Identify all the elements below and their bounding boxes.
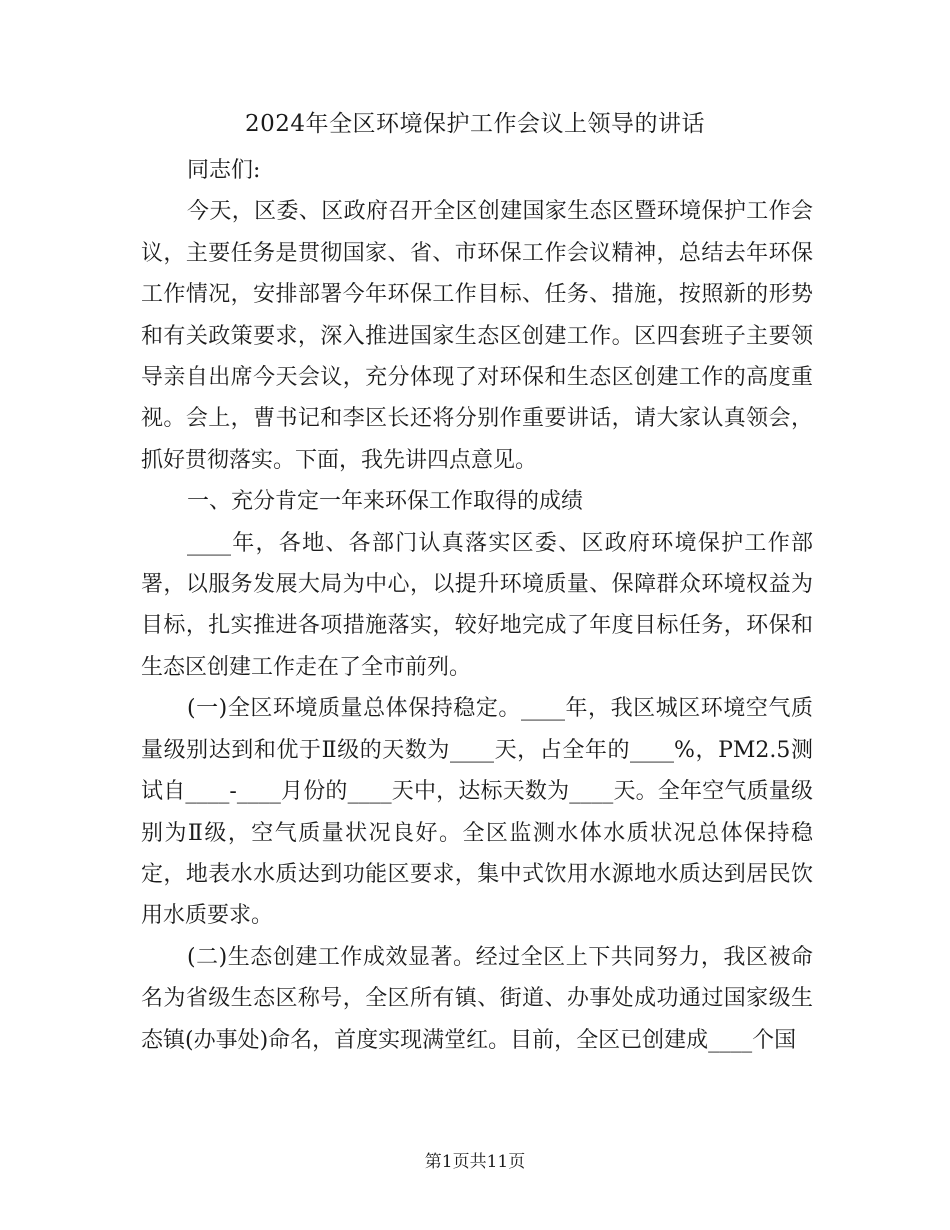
- document-title: 2024年全区环境保护工作会议上领导的讲话: [244, 111, 706, 137]
- ecological-creation-paragraph: (二)生态创建工作成效显著。经过全区上下共同努力，我区被命名为省级生态区称号，全区所有镇、街道、办事处成功通过国家级生态镇(办事处)命名，首度实现满堂红。目前，全区已创建成____个国: [141, 944, 813, 1053]
- section-heading-1: 一、充分肯定一年来环保工作取得的成绩: [187, 489, 584, 515]
- environment-quality-paragraph: (一)全区环境质量总体保持稳定。____年，我区城区环境空气质量级别达到和优于Ⅱ级的天数为____天，占全年的____%，PM2.5测试自____-____月份的____天中，达标天数为____天。全年空气质量级别为Ⅱ级，空气质量状况良好。全区监测水体水质状况总体保持稳定，地表水水质达到功能区要求，集中式饮用水源地水质达到居民饮用水质要求。: [141, 696, 813, 929]
- opening-paragraph: 今天，区委、区政府召开全区创建国家生态区暨环境保护工作会议，主要任务是贯彻国家、省、市环保工作会议精神，总结去年环保工作情况，安排部署今年环保工作目标、任务、措施，按照新的形势和有关政策要求，深入推进国家生态区创建工作。区四套班子主要领导亲自出席今天会议，充分体现了对环保和生态区创建工作的高度重视。会上，曹书记和李区长还将分别作重要讲话，请大家认真领会，抓好贯彻落实。下面，我先讲四点意见。: [141, 199, 813, 473]
- salutation-paragraph: 同志们:: [187, 158, 261, 183]
- document-body: [141, 150, 813, 1061]
- page-number-footer: 第1页共11页: [424, 1152, 526, 1172]
- achievements-paragraph: ____年，各地、各部门认真落实区委、区政府环境保护工作部署，以服务发展大局为中心，以提升环境质量、保障群众环境权益为目标，扎实推进各项措施落实，较好地完成了年度目标任务，环保和生态区创建工作走在了全市前列。: [141, 530, 813, 680]
